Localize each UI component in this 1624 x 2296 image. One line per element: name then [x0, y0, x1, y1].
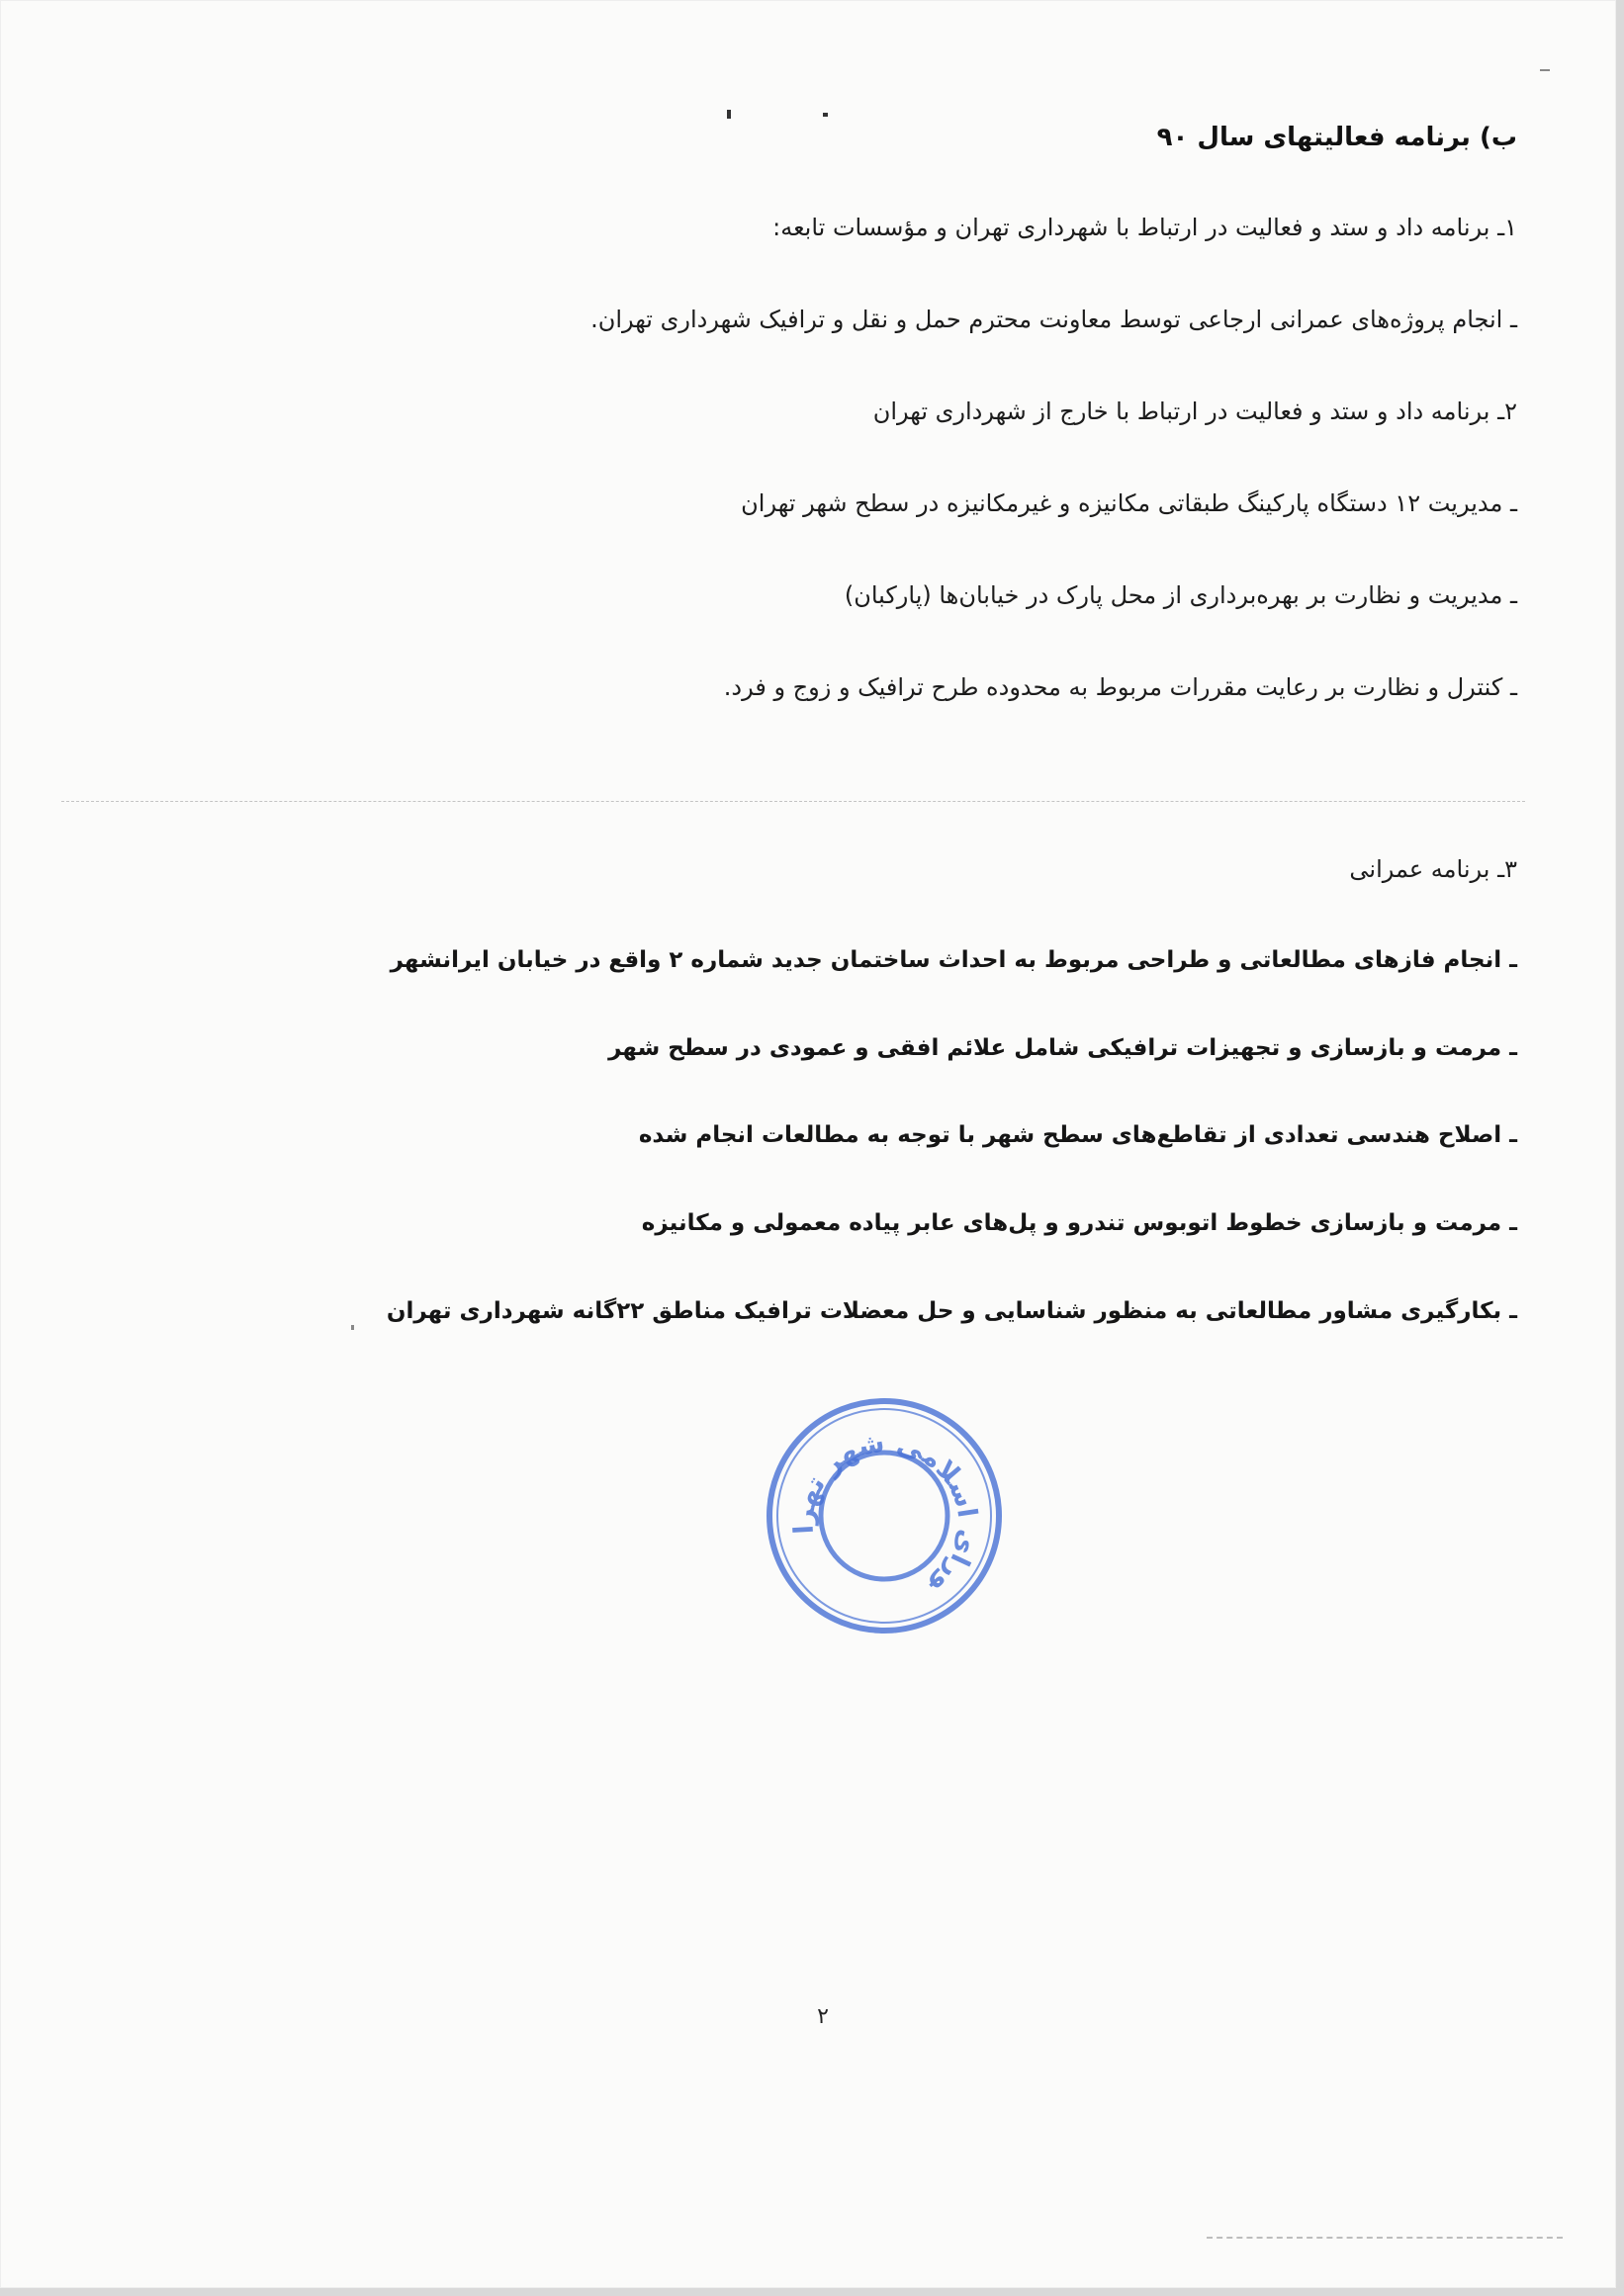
section-3-title: ۳ـ برنامه عمرانی [1349, 855, 1517, 883]
section-2-item: ـ مدیریت و نظارت بر بهره‌برداری از محل پارک در خیابان‌ها (پارکبان) [844, 581, 1517, 609]
footer-rule [1207, 2237, 1563, 2239]
council-seal-graphic [766, 1397, 1003, 1634]
scan-speck [351, 1325, 354, 1330]
section-2-item: ـ کنترل و نظارت بر رعایت مقررات مربوط به محدوده طرح ترافیک و زوج و فرد. [723, 673, 1517, 701]
section-3-item: ـ مرمت و بازسازی و تجهیزات ترافیکی شامل علائم افقی و عمودی در سطح شهر [608, 1035, 1517, 1061]
council-seal-stamp [766, 1397, 1003, 1634]
scan-speck [727, 110, 731, 119]
scan-speck [823, 113, 828, 117]
program-heading: ب) برنامه فعالیتهای سال ۹۰ [1156, 123, 1517, 152]
scan-speck [1540, 69, 1550, 71]
section-3-item: ـ انجام فازهای مطالعاتی و طراحی مربوط به احداث ساختمان جدید شماره ۲ واقع در خیابان ایرانشهر [390, 947, 1517, 973]
section-1-title: ۱ـ برنامه داد و ستد و فعالیت در ارتباط با شهرداری تهران و مؤسسات تابعه: [772, 214, 1517, 241]
section-divider [61, 801, 1525, 802]
section-3-item: ـ مرمت و بازسازی خطوط اتوبوس تندرو و پل‌های عابر پیاده معمولی و مکانیزه [641, 1210, 1517, 1236]
page-number: ۲ [817, 2004, 829, 2029]
section-3-item: ـ بکارگیری مشاور مطالعاتی به منظور شناسایی و حل معضلات ترافیک مناطق ۲۲گانه شهرداری تهران [386, 1298, 1517, 1324]
section-1-item: ـ انجام پروژه‌های عمرانی ارجاعی توسط معاونت محترم حمل و نقل و ترافیک شهرداری تهران. [590, 306, 1517, 333]
section-3-item: ـ اصلاح هندسی تعدادی از تقاطع‌های سطح شهر با توجه به مطالعات انجام شده [638, 1122, 1517, 1148]
svg-text:شورای اسلامی شهر تهران [766, 1397, 983, 1603]
seal-text: ورای اسلامی شهر تهرا [788, 1427, 984, 1603]
section-2-title: ۲ـ برنامه داد و ستد و فعالیت در ارتباط با خارج از شهرداری تهران [872, 397, 1517, 425]
section-2-item: ـ مدیریت ۱۲ دستگاه پارکینگ طبقاتی مکانیزه و غیرمکانیزه در سطح شهر تهران [741, 489, 1517, 517]
